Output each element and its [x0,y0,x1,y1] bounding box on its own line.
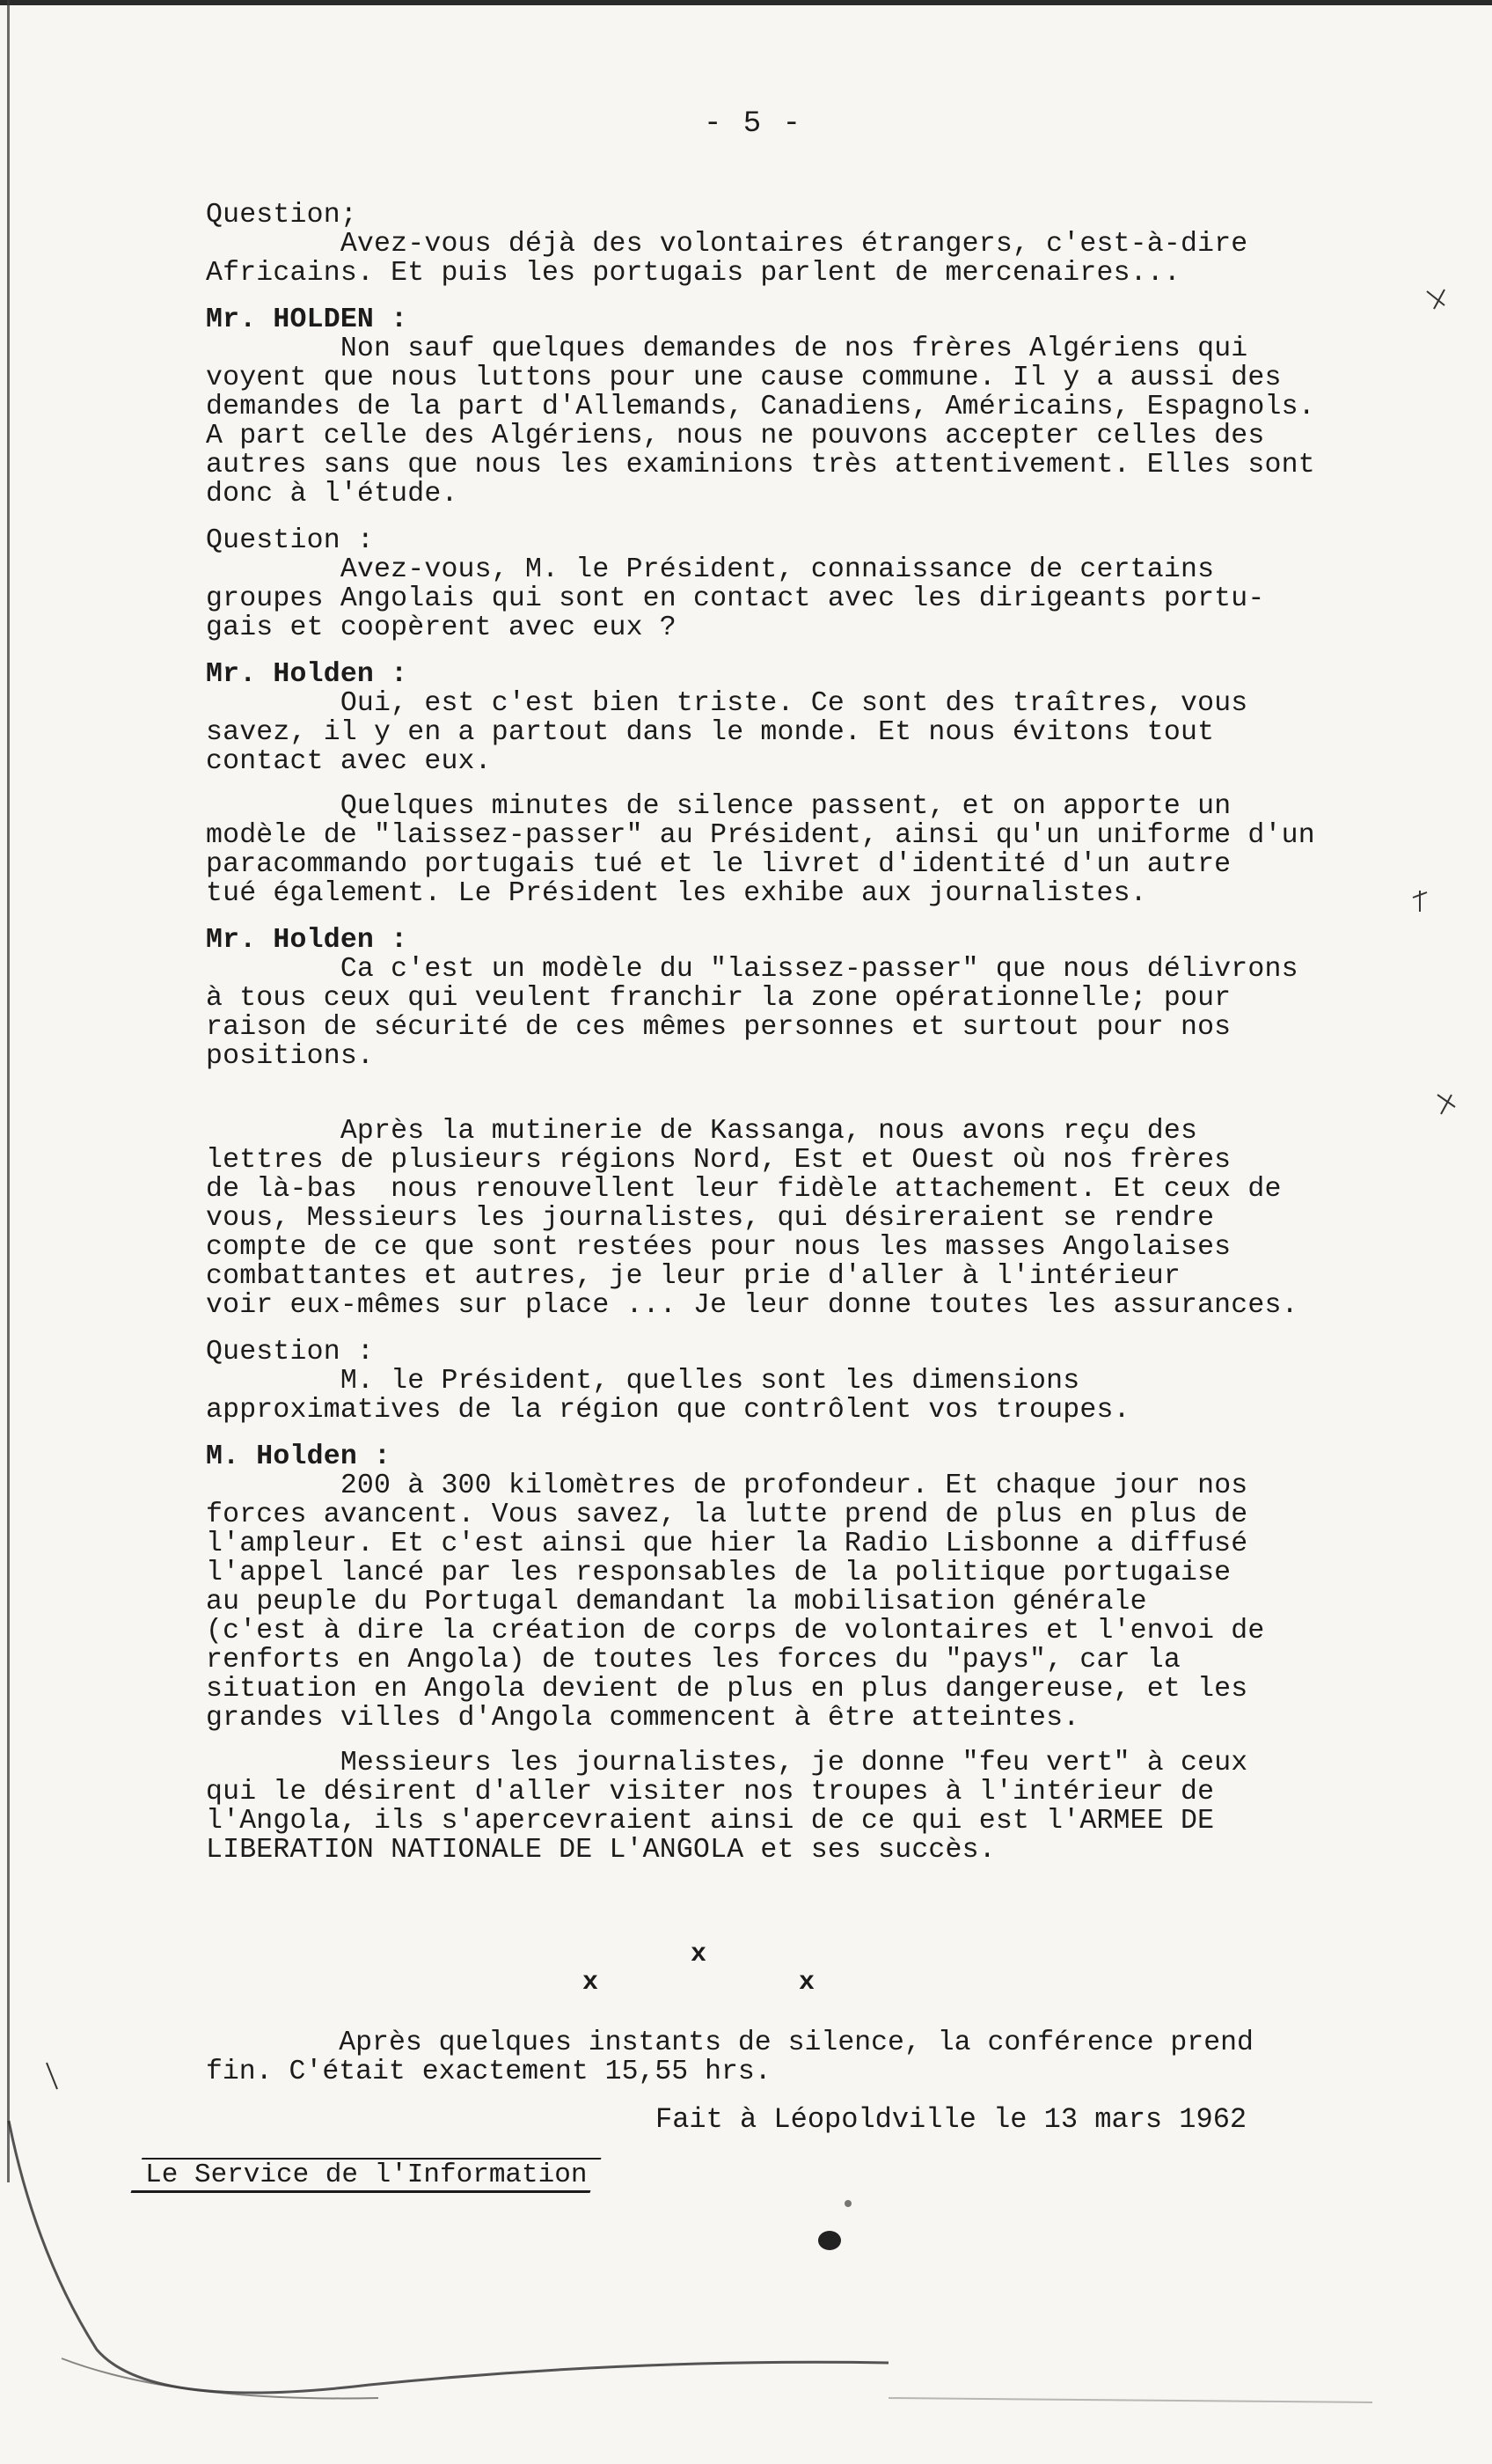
dialogue-section [206,1338,1402,1425]
dialogue-section [206,660,1402,908]
scan-edge-top [0,0,1492,5]
document-body [206,201,1402,1865]
question-label: Question; [206,200,357,231]
margin-tick-2 [1408,889,1434,915]
signature-text: Le Service de l'Information [145,2160,588,2190]
place-and-date: Fait à Léopoldville le 13 mars 1962 [655,2103,1247,2136]
margin-tick-1 [1425,286,1452,312]
paragraph: Oui, est c'est bien triste. Ce sont des traîtres, vous savez, il y en a partout dans le monde. Et nous évitons tout contact avec eux. [206,688,1248,777]
scan-artifact-strokes [0,2094,1492,2464]
paragraph: Non sauf quelques demandes de nos frères Algériens qui voyent que nous luttons pour une cause commune. Il y a aussi des demandes de la part d'Allemands, Canadiens, Américains, Espagnols. A part celle des Algériens, nous ne pouvons accepter celles des autres sans que nous les examinions très attentivement. Elles sont donc à l'étude. [206,334,1315,510]
paragraph: M. le Président, quelles sont les dimensions approximatives de la région que contrôlent vos troupes. [206,1366,1130,1426]
dialogue-section [206,201,1402,288]
separator-mark-top: x [691,1940,707,1969]
speaker-label: Mr. Holden : [206,659,408,690]
margin-tick-4 [40,2059,66,2094]
closing-paragraph: Après quelques instants de silence, la conférence prend fin. C'était exactement 15,55 hrs. [206,2028,1254,2087]
dialogue-section [206,1442,1402,1865]
ink-smudge [818,2231,841,2250]
paragraph: Messieurs les journalistes, je donne "feu vert" à ceux qui le désirent d'aller visiter nos troupes à l'intérieur de l'Angola, ils s'apercevraient ainsi de ce qui est l'ARMEE DE LIBERATION NATIONALE DE L'ANGOLA et ses succès. [206,1748,1248,1866]
question-label: Question : [206,1337,375,1368]
separator-mark-right: x [799,1968,815,1998]
dialogue-section [206,926,1402,1320]
paragraph: 200 à 300 kilomètres de profondeur. Et chaque jour nos forces avancent. Vous savez, la lutte prend de plus en plus de l'ampleur. Et c'est ainsi que hier la Radio Lisbonne a diffusé l'appel lancé par les responsables de la politique portugaise au peuple du Portugal demandant la mobilisation générale (c'est à dire la création de corps de volontaires et l'envoi de renforts en Angola) de toutes les forces du "pays", car la situation en Angola devient de plus en plus dangereuse, et les grandes villes d'Angola commencent à être atteintes. [206,1470,1265,1734]
dialogue-section [206,526,1402,642]
separator-mark-left: x [582,1968,599,1998]
speaker-label: Mr. Holden : [206,925,408,956]
paragraph: Avez-vous, M. le Président, connaissance de certains groupes Angolais qui sont en contact avec les dirigeants portu- gais et coopèrent avec eux ? [206,554,1265,643]
question-label: Question : [206,525,375,556]
scan-edge-left [7,0,10,2182]
paragraph: Quelques minutes de silence passent, et on apporte un modèle de "laissez-passer" au Président, ainsi qu'un uniforme d'un paracommando portugais tué et le livret d'identité d'un autre tué également. Le Président les exhibe aux journalistes. [206,791,1315,909]
paragraph: Ca c'est un modèle du "laissez-passer" que nous délivrons à tous ceux qui veulent franchir la zone opérationnelle; pour raison de sécurité de ces mêmes personnes et surtout pour nos positions. [206,954,1298,1072]
speaker-label: Mr. HOLDEN : [206,304,408,335]
dialogue-section [206,305,1402,509]
speaker-label: M. Holden : [206,1441,391,1472]
page-number: - 5 - [704,107,803,141]
paragraph: Après la mutinerie de Kassanga, nous avons reçu des lettres de plusieurs régions Nord, Est et Ouest où nos frères de là-bas nous renouvellent leur fidèle attachement. Et ceux de vous, Messieurs les journalistes, qui désireraient se rendre compte de ce que sont restées pour nous les masses Angolaises combattantes et autres, je leur prie d'aller à l'intérieur voir eux-mêmes sur place ... Je leur donne toutes les assurances. [206,1116,1298,1321]
margin-tick-3 [1434,1091,1460,1118]
paragraph: Avez-vous déjà des volontaires étrangers, c'est-à-dire Africains. Et puis les portugais parlent de mercenaires... [206,229,1248,289]
ink-speck [845,2200,852,2207]
